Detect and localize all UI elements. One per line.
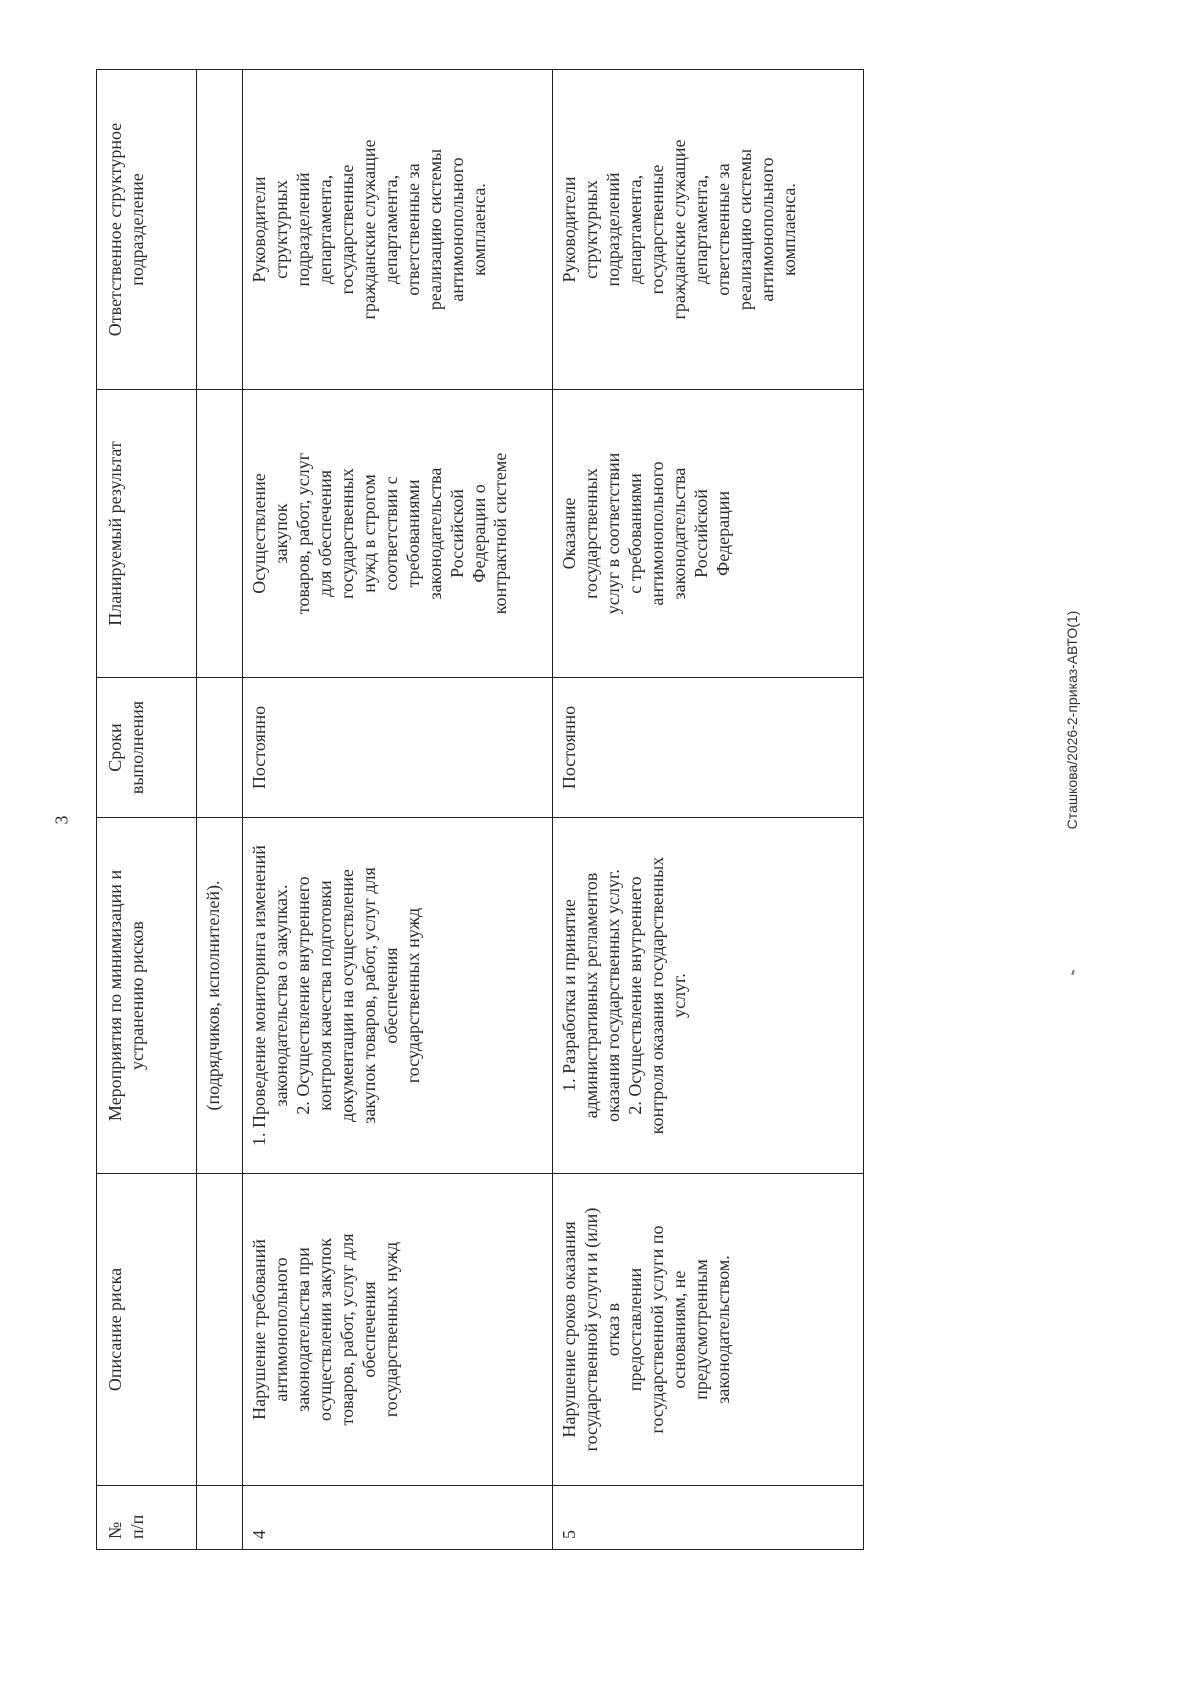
row-4-result: Осуществление закупок товаров, работ, услуг для обеспечения государственных нужд в строгом соответствии с требованиями законодательства Российской Федерации о контрактной системе xyxy=(243,390,553,678)
row-5-responsible: Руководители структурных подразделений департамента, государственные гражданские служащие департамента, ответственные за реализацию системы антимонопольного комплаенса. xyxy=(553,70,864,390)
risk-table xyxy=(96,69,864,1550)
table-header-row xyxy=(97,70,197,1550)
row-5-measures: 1. Разработка и принятие административных регламентов оказания государственных услуг. 2. Осуществление внутреннего контроля оказания государственных услуг. xyxy=(553,818,864,1174)
risk-table-rotated xyxy=(96,70,864,1550)
header-responsible: Ответственное структурное подразделение xyxy=(97,70,197,390)
row-5-num: 5 xyxy=(553,1486,864,1550)
risk-table-wrapper xyxy=(96,70,864,1550)
row-5-result: Оказание государственных услуг в соответствии с требованиями антимонопольного законодательства Российской Федерации xyxy=(553,390,864,678)
header-num: № п/п xyxy=(97,1486,197,1550)
document-footer: Сташкова/2026-2-приказ-АВТО(1) xyxy=(1064,610,1080,830)
scan-speck xyxy=(1071,970,1075,975)
row-4-deadline: Постоянно xyxy=(243,678,553,818)
table-row xyxy=(243,70,553,1550)
row-5-deadline: Постоянно xyxy=(553,678,864,818)
page-number: 3 xyxy=(51,815,72,825)
row-4-responsible: Руководители структурных подразделений департамента, государственные гражданские служащие департамента, ответственные за реализацию системы антимонопольного комплаенса. xyxy=(243,70,553,390)
row-4-num: 4 xyxy=(243,1486,553,1550)
table-row-continuation xyxy=(197,70,243,1550)
row-5-risk: Нарушение сроков оказания государственной услуги и (или) отказ в предоставлении государственной услуги по основаниям, не предусмотренным законодательством. xyxy=(553,1174,864,1486)
header-deadline: Сроки выполнения xyxy=(97,678,197,818)
header-result: Планируемый результат xyxy=(97,390,197,678)
table-row xyxy=(553,70,864,1550)
continuation-measures: (подрядчиков, исполнителей). xyxy=(197,818,243,1174)
header-measures: Мероприятия по минимизации и устранению рисков xyxy=(97,818,197,1174)
row-4-risk: Нарушение требований антимонопольного законодательства при осуществлении закупок товаров, работ, услуг для обеспечения государственных нужд xyxy=(243,1174,553,1486)
row-4-measures: 1. Проведение мониторинга изменений законодательства о закупках. 2. Осуществление внутреннего контроля качества подготовки документации на осуществление закупок товаров, работ, услуг для обеспечения государственных нужд xyxy=(243,818,553,1174)
header-risk: Описание риска xyxy=(97,1174,197,1486)
